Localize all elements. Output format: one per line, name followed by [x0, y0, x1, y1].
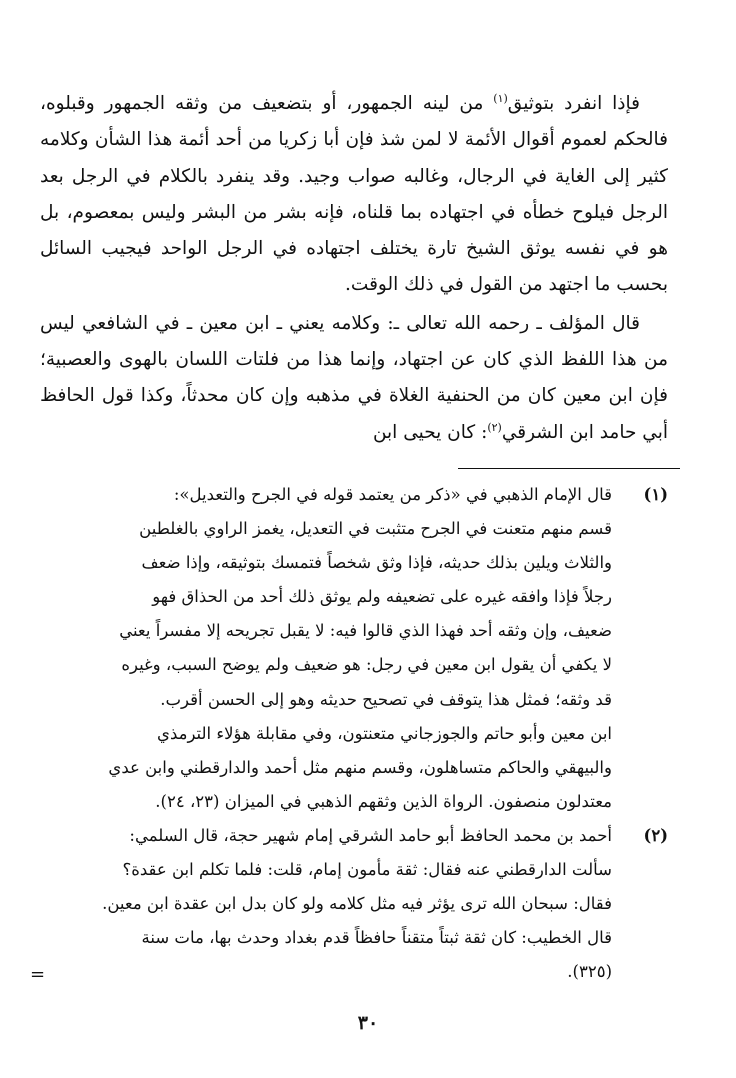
footnotes: [40, 478, 668, 989]
footnote-line: رجلاً فإذا وافقه غيره على تضعيفه ولم يوثق ذلك أحد من الحذاق فهو: [152, 587, 612, 607]
footnote-number: (٢): [643, 825, 668, 845]
footnote-line: معتدلون منصفون. الرواة الذين وثقهم الذهبي في الميزان (٢٣، ٢٤).: [155, 791, 612, 811]
footnote-line: أحمد بن محمد الحافظ أبو حامد الشرقي إمام شهير حجة، قال السلمي:: [129, 825, 612, 845]
footnote-ref-1: (١): [493, 91, 508, 105]
footnote-line: قال الإمام الذهبي في «ذكر من يعتمد قوله في الجرح والتعديل»:: [173, 485, 612, 504]
margin-mark: =: [30, 964, 46, 985]
footnote-line: والثلاث ويلين بذلك حديثه، فإذا وثق شخصاً فتمسك بتوثيقه، وإذا ضعف: [141, 553, 612, 573]
footnote-number: (١): [643, 485, 668, 504]
paragraph-1: [40, 86, 668, 304]
footnote-line: قد وثقه؛ فمثل هذا يتوقف في تصحيح حديثه وهو إلى الحسن أقرب.: [160, 689, 612, 709]
paragraph-2-text-start: قال المؤلف ـ رحمه الله تعالى ـ: وكلامه يعني ـ ابن معين ـ في الشافعي ليس من هذا اللفظ الذي كان عن اجتهاد، وإنما هذا من فلتات اللسان بالهوى والعصبية؛ فإن ابن معين كان من الحنفية الغلاة في مذهبه وإن كان محدثاً، وكذا قول الحافظ أبي حامد ابن الشرقي: [40, 312, 668, 443]
footnote-line: فقال: سبحان الله ترى يؤثر فيه مثل كلامه ولو كان بدل ابن عقدة ابن معين.: [102, 894, 612, 914]
footnote-line: لا يكفي أن يقول ابن معين في رجل: هو ضعيف ولم يوضح السبب، وغيره: [121, 655, 612, 675]
paragraph-1-text-end: من لينه الجمهور، أو بتضعيف من وثقه الجمهور وقبلوه، فالحكم لعموم أقوال الأئمة لا لمن شذ فإن أبا زكريا من أحد أئمة هذا الشأن وكلامه كثير إلى الغاية في الرجال، وغالبه صواب وجيد. وقد ينفرد بالكلام في الرجل بعد الرجل فيلوح خطأه في اجتهاده بما قلناه، فإنه بشر من البشر وليس بمعصوم، بل هو في نفسه يوثق الشيخ تارة يختلف اجتهاده في الرجل الواحد فيجيب السائل بحسب ما اجتهد من القول في ذلك الوقت.: [40, 93, 668, 296]
footnote-line: (٣٢٥).: [567, 962, 612, 982]
footnote-2: [40, 819, 668, 989]
page-number: ٣٠: [357, 1012, 379, 1034]
footnote-ref-2: (٢): [487, 420, 502, 434]
footnote-1: [40, 478, 668, 819]
footnote-line: والبيهقي والحاكم متساهلون، وقسم منهم مثل أحمد والدارقطني وابن عدي: [108, 757, 612, 777]
footnote-line: قسم منهم متعنت في الجرح متثبت في التعديل، يغمز الراوي بالغلطين: [139, 519, 612, 539]
paragraph-1-text-start: فإذا انفرد بتوثيق: [507, 93, 640, 114]
paragraph-2-text-end: : كان يحيى ابن: [372, 421, 488, 443]
footnote-separator: [458, 468, 680, 469]
main-text: [40, 86, 668, 451]
footnote-line: قال الخطيب: كان ثقة ثبتاً متقناً حافظاً قدم بغداد وحدث بها، مات سنة: [141, 928, 612, 948]
footnote-line: ابن معين وأبو حاتم والجوزجاني متعنتون، وفي مقابلة هؤلاء الترمذي: [157, 723, 612, 743]
footnote-line: سألت الدارقطني عنه فقال: ثقة مأمون إمام، قلت: فلما تكلم ابن عقدة؟: [122, 860, 612, 880]
paragraph-2: [40, 306, 668, 451]
footnote-line: ضعيف، وإن وثقه أحد فهذا الذي قالوا فيه: لا يقبل تجريحه إلا مفسراً يعني: [119, 621, 612, 641]
